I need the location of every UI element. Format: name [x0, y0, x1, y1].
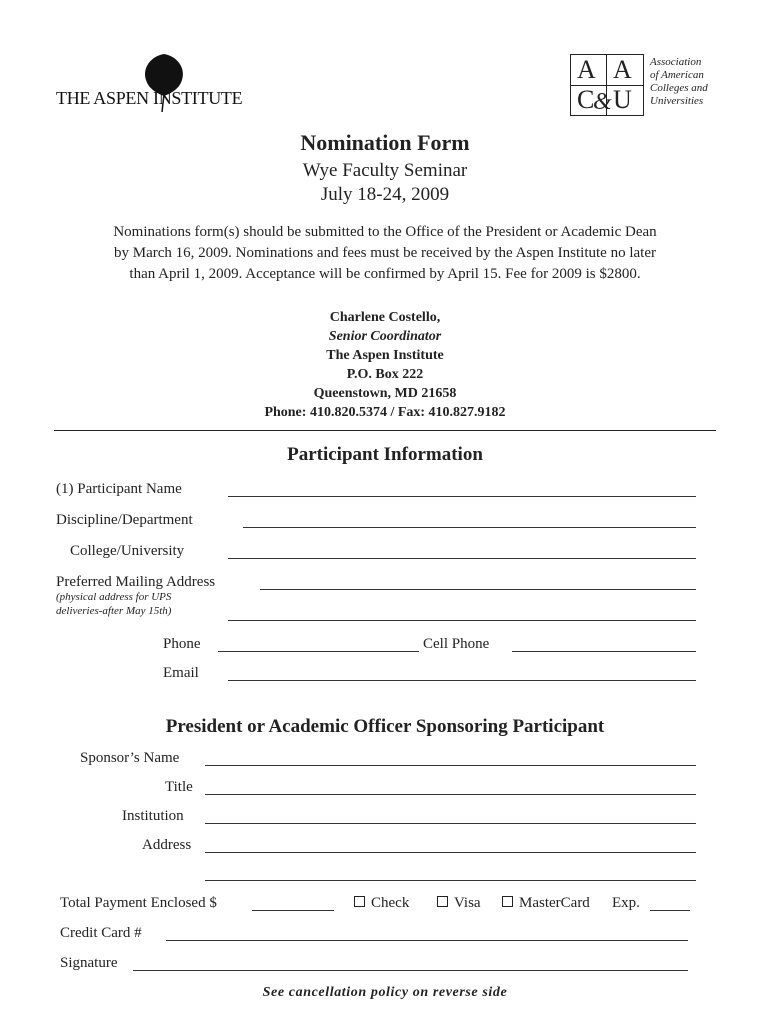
signature-label: Signature	[60, 955, 118, 971]
participant-name-label: (1) Participant Name	[56, 481, 182, 497]
participant-heading: Participant Information	[287, 444, 483, 465]
mailing-address-field-1[interactable]	[260, 589, 696, 590]
seminar-name: Wye Faculty Seminar	[302, 160, 468, 181]
intro-paragraph	[0, 222, 770, 285]
aacu-letter-c: C	[577, 85, 595, 114]
signature-field[interactable]	[133, 970, 688, 971]
college-label: College/University	[70, 543, 185, 559]
contact-block	[0, 308, 770, 422]
mailing-address-label: Preferred Mailing Address	[56, 574, 216, 590]
aacu-letter-a1: A	[577, 55, 596, 84]
check-checkbox[interactable]	[354, 896, 365, 907]
sponsor-address-label: Address	[142, 837, 192, 853]
total-payment-label: Total Payment Enclosed $	[60, 895, 217, 911]
discipline-field[interactable]	[243, 527, 696, 528]
contact-city: Queenstown, MD 21658	[313, 386, 457, 401]
intro-line: than April 1, 2009. Acceptance will be confirmed by April 15. Fee for 2009 is $2800.	[129, 266, 641, 282]
contact-box: P.O. Box 222	[346, 367, 424, 382]
mailing-address-field-2[interactable]	[228, 620, 696, 621]
intro-line: Nominations form(s) should be submitted to the Office of the President or Academic Dean	[113, 224, 657, 240]
aacu-ampersand: &	[593, 89, 612, 115]
intro-line: by March 16, 2009. Nominations and fees must be received by the Aspen Institute no later	[114, 245, 656, 261]
contact-role: Senior Coordinator	[328, 329, 442, 344]
visa-label: Visa	[454, 895, 481, 911]
aacu-logo	[568, 52, 718, 118]
seminar-dates: July 18-24, 2009	[320, 184, 450, 205]
phone-label: Phone	[163, 636, 201, 652]
credit-card-label: Credit Card #	[60, 925, 142, 941]
total-payment-field[interactable]	[252, 910, 334, 911]
sponsor-address-field-2[interactable]	[205, 880, 696, 881]
expiration-field[interactable]	[650, 910, 690, 911]
contact-phone-fax: Phone: 410.820.5374 / Fax: 410.827.9182	[264, 405, 506, 420]
mailing-note-1: (physical address for UPS	[56, 591, 172, 603]
aacu-text-line: Association	[650, 56, 702, 68]
sponsor-institution-label: Institution	[122, 808, 184, 824]
cell-phone-label: Cell Phone	[423, 636, 490, 652]
visa-checkbox[interactable]	[437, 896, 448, 907]
mailing-note-2: deliveries-after May 15th)	[56, 605, 172, 617]
mastercard-checkbox[interactable]	[502, 896, 513, 907]
mastercard-option[interactable]	[502, 895, 590, 912]
aspen-logo	[56, 46, 276, 116]
aacu-text-line: of American	[650, 69, 704, 81]
phone-field[interactable]	[218, 651, 419, 652]
sponsor-title-label: Title	[165, 779, 193, 795]
cell-phone-field[interactable]	[512, 651, 696, 652]
sponsor-heading: President or Academic Officer Sponsoring Participant	[165, 716, 605, 737]
cancellation-note: See cancellation policy on reverse side	[262, 985, 508, 1000]
college-field[interactable]	[228, 558, 696, 559]
email-label: Email	[163, 665, 199, 681]
sponsor-name-label: Sponsor’s Name	[80, 750, 180, 766]
aspen-logo-text: THE ASPEN INSTITUTE	[56, 88, 243, 108]
participant-name-field[interactable]	[228, 496, 696, 497]
discipline-label: Discipline/Department	[56, 512, 193, 528]
aacu-letter-a2: A	[613, 55, 632, 84]
page-title: Nomination Form	[300, 130, 470, 155]
sponsor-title-field[interactable]	[205, 794, 696, 795]
aacu-text-line: Colleges and	[650, 82, 708, 94]
visa-option[interactable]	[437, 895, 481, 912]
contact-name: Charlene Costello,	[329, 310, 441, 325]
aacu-text-line: Universities	[650, 95, 704, 107]
check-option[interactable]	[354, 895, 409, 912]
sponsor-institution-field[interactable]	[205, 823, 696, 824]
mastercard-label: MasterCard	[519, 895, 590, 911]
check-label: Check	[371, 895, 410, 911]
expiration-label: Exp.	[612, 895, 640, 911]
sponsor-address-field-1[interactable]	[205, 852, 696, 853]
credit-card-field[interactable]	[166, 940, 688, 941]
email-field[interactable]	[228, 680, 696, 681]
section-divider	[54, 430, 716, 431]
aacu-letter-u: U	[613, 85, 632, 114]
sponsor-name-field[interactable]	[205, 765, 696, 766]
contact-org: The Aspen Institute	[326, 348, 444, 363]
